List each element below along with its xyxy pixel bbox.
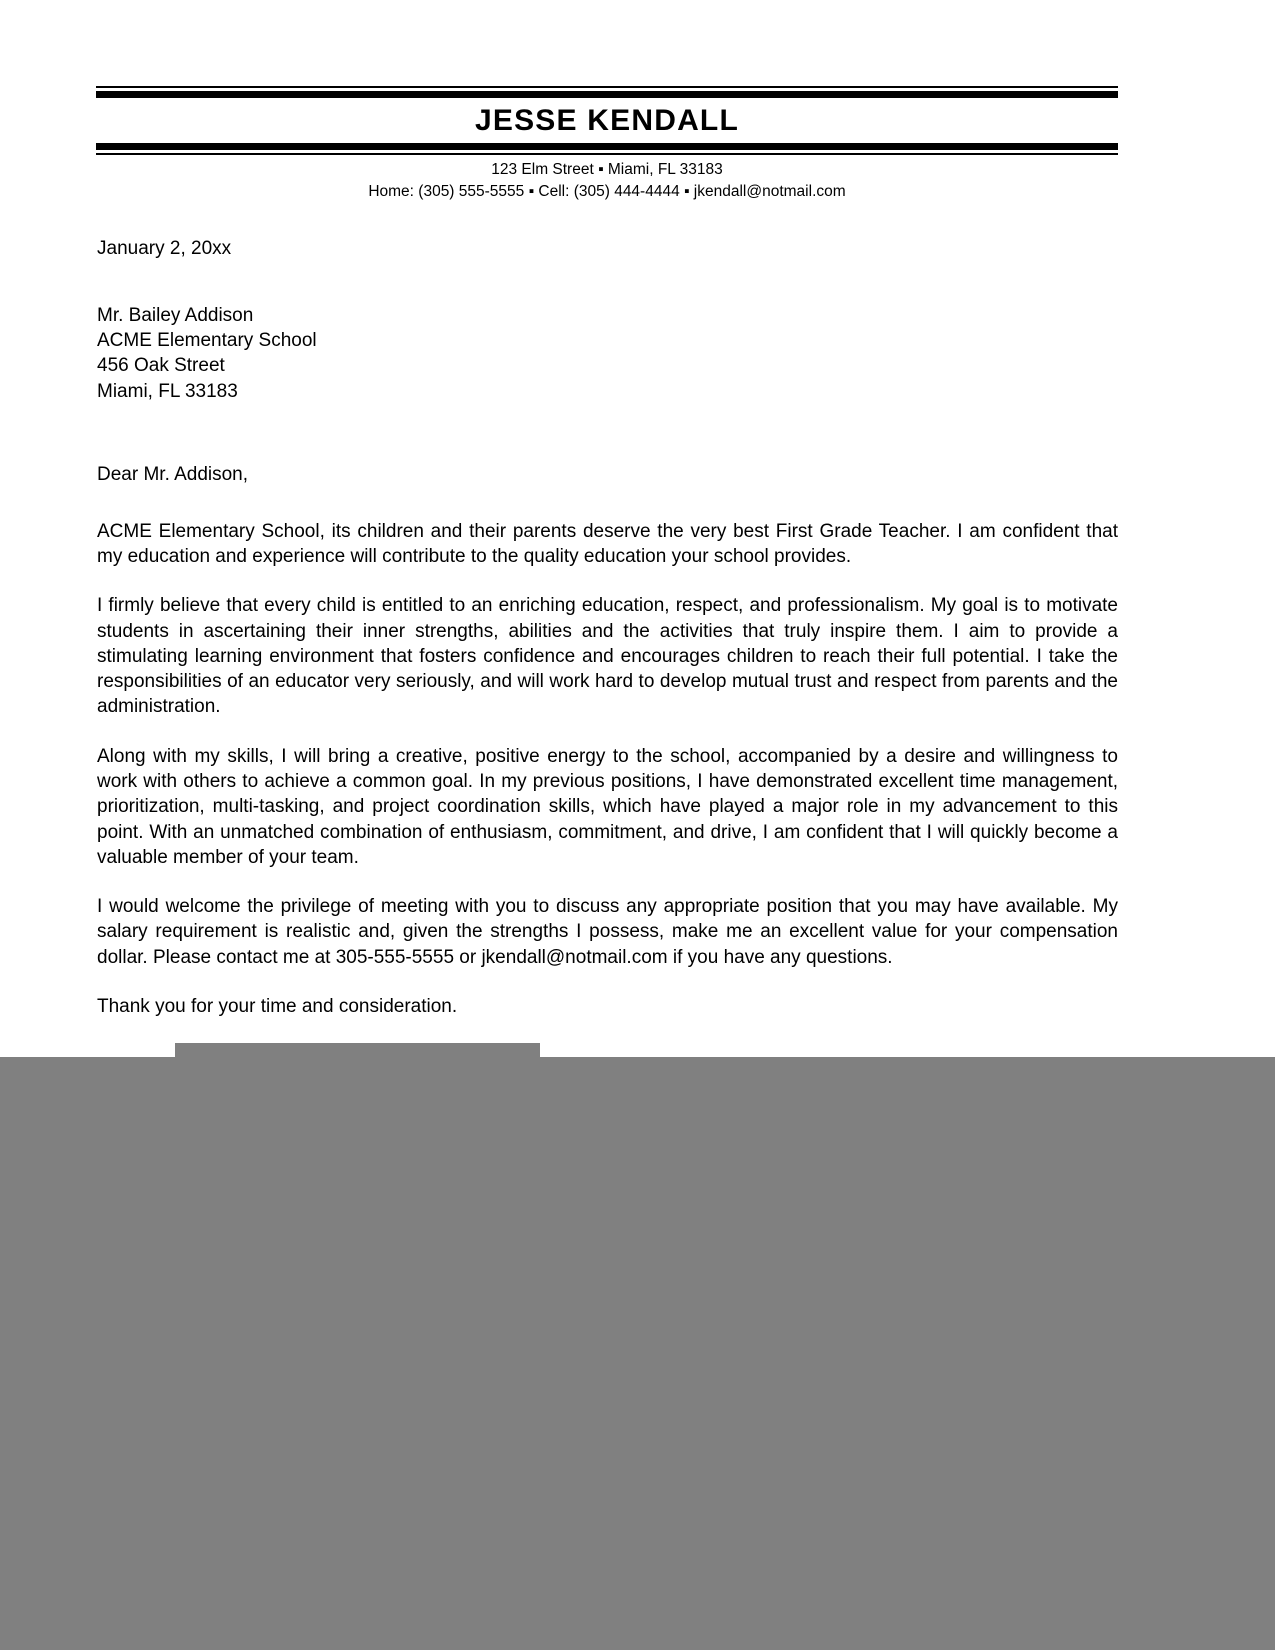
letter-body [97,236,1118,1019]
letter-paragraph-4: I would welcome the privilege of meeting with you to discuss any appropriate position that you may have available. My salary requirement is realistic and, given the strengths I possess, make me an excellent value for your compensation dollar. Please contact me at 305-555-5555 or jkendall@notmail.com if you have any questions. [97,896,1118,968]
recipient-name: Mr. Bailey Addison [97,305,254,327]
recipient-street: 456 Oak Street [97,355,225,377]
recipient-city-state-zip: Miami, FL 33183 [97,380,238,402]
applicant-name-band [96,98,1118,143]
recipient-organization: ACME Elementary School [97,330,317,352]
letter-paragraph-3: Along with my skills, I will bring a creative, positive energy to the school, accompanied by a desire and willingness to work with others to achieve a common goal. In my previous positions, I have demonstrated excellent time management, prioritization, multi-tasking, and project coordination skills, which have played a major role in my advancement to this point. With an unmatched combination of enthusiasm, commitment, and drive, I am confident that I will quickly become a valuable member of your team. [97,745,1118,868]
letterhead [96,86,1118,203]
letterhead-top-thick-rule [96,91,1118,98]
letter-paragraph-1: ACME Elementary School, its children and their parents deserve the very best First Grade Teacher. I am confident that my education and experience will contribute to the quality education your school provides. [97,520,1118,568]
applicant-name: JESSE KENDALL [475,104,739,137]
recipient-address-block [97,303,1118,403]
letter-paragraph-2: I firmly believe that every child is entitled to an enriching education, respect, and professionalism. My goal is to motivate students in ascertaining their inner strengths, abilities and the activities that truly inspire them. I aim to provide a stimulating learning environment that fosters confidence and encourages children to reach their full potential. I take the responsibilities of an educator very seriously, and will work hard to develop mutual trust and respect from parents and the administration. [97,595,1118,718]
letter-salutation: Dear Mr. Addison, [97,463,249,485]
contact-phone-email-line: Home: (305) 555-5555 ▪ Cell: (305) 444-4444 ▪ jkendall@notmail.com [368,182,846,200]
contact-info [96,155,1118,203]
letter-closing-thanks: Thank you for your time and consideration. [97,995,458,1017]
contact-address-line: 123 Elm Street ▪ Miami, FL 33183 [491,160,723,178]
letterhead-bottom-thick-rule [96,143,1118,150]
letter-date: January 2, 20xx [97,238,232,259]
gray-overlay-region [0,1057,1275,1650]
